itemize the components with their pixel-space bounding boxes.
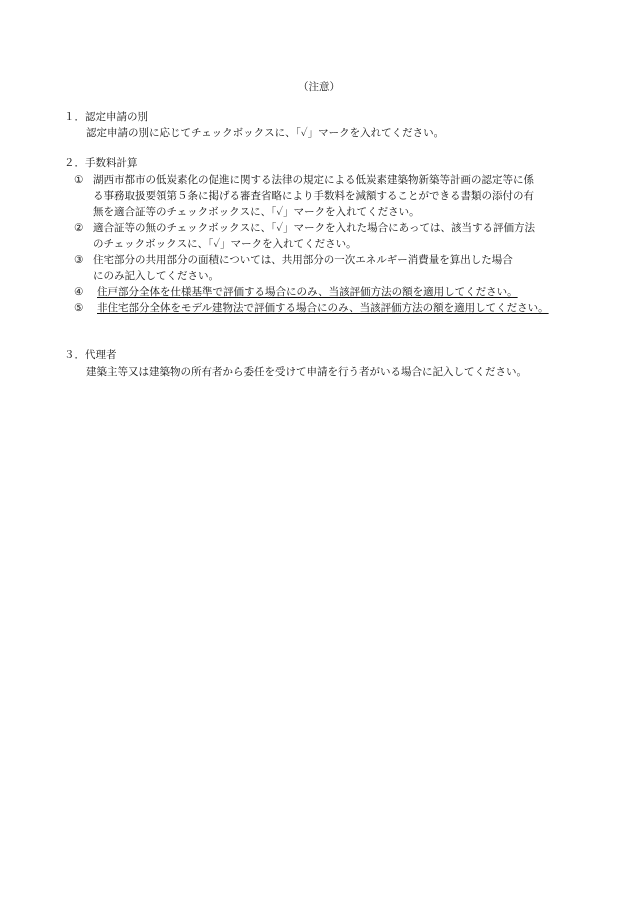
item-4-line: 住戸部分全体を仕様基準で評価する場合にのみ、当該評価方法の額を適用してください。: [97, 286, 518, 298]
section-1-heading: １．認定申請の別: [64, 111, 148, 123]
item-3-line: 住宅部分の共用部分の面積については、共用部分の一次エネルギー消費量を算出した場合: [93, 254, 513, 266]
section-3-text: 建築主等又は建築物の所有者から委任を受けて申請を行う者がいる場合に記入してください。: [86, 366, 527, 378]
item-3-line: にのみ記入してください。: [93, 270, 219, 282]
item-1-line: る事務取扱要領第５条に掲げる審査省略により手数料を減額することができる書類の添付の有: [93, 190, 534, 202]
section-2-heading: ２．手数料計算: [64, 157, 138, 169]
item-4-marker: ④: [74, 286, 84, 298]
item-3-marker: ③: [74, 254, 84, 266]
item-2-line: のチェックボックスに、「✓」マークを入れてください。: [93, 238, 357, 250]
item-1-line: 無を適合証等のチェックボックスに、「✓」マークを入れてください。: [93, 206, 420, 218]
notes-title: （注意）: [298, 81, 340, 93]
item-2-marker: ②: [74, 222, 84, 234]
item-1-line: 湖西市都市の低炭素化の促進に関する法律の規定による低炭素建築物新築等計画の認定等に係: [93, 174, 534, 186]
item-5-marker: ⑤: [74, 302, 84, 314]
section-3-heading: ３．代理者: [64, 349, 117, 361]
item-5-line: 非住宅部分全体をモデル建物法で評価する場合にのみ、当該評価方法の額を適用してください。: [97, 302, 549, 314]
item-2-line: 適合証等の無のチェックボックスに、「✓」マークを入れた場合にあっては、該当する評価方法: [93, 222, 535, 234]
item-1-marker: ①: [74, 174, 84, 186]
section-1-text: 認定申請の別に応じてチェックボックスに、「✓」マークを入れてください。: [86, 127, 445, 139]
